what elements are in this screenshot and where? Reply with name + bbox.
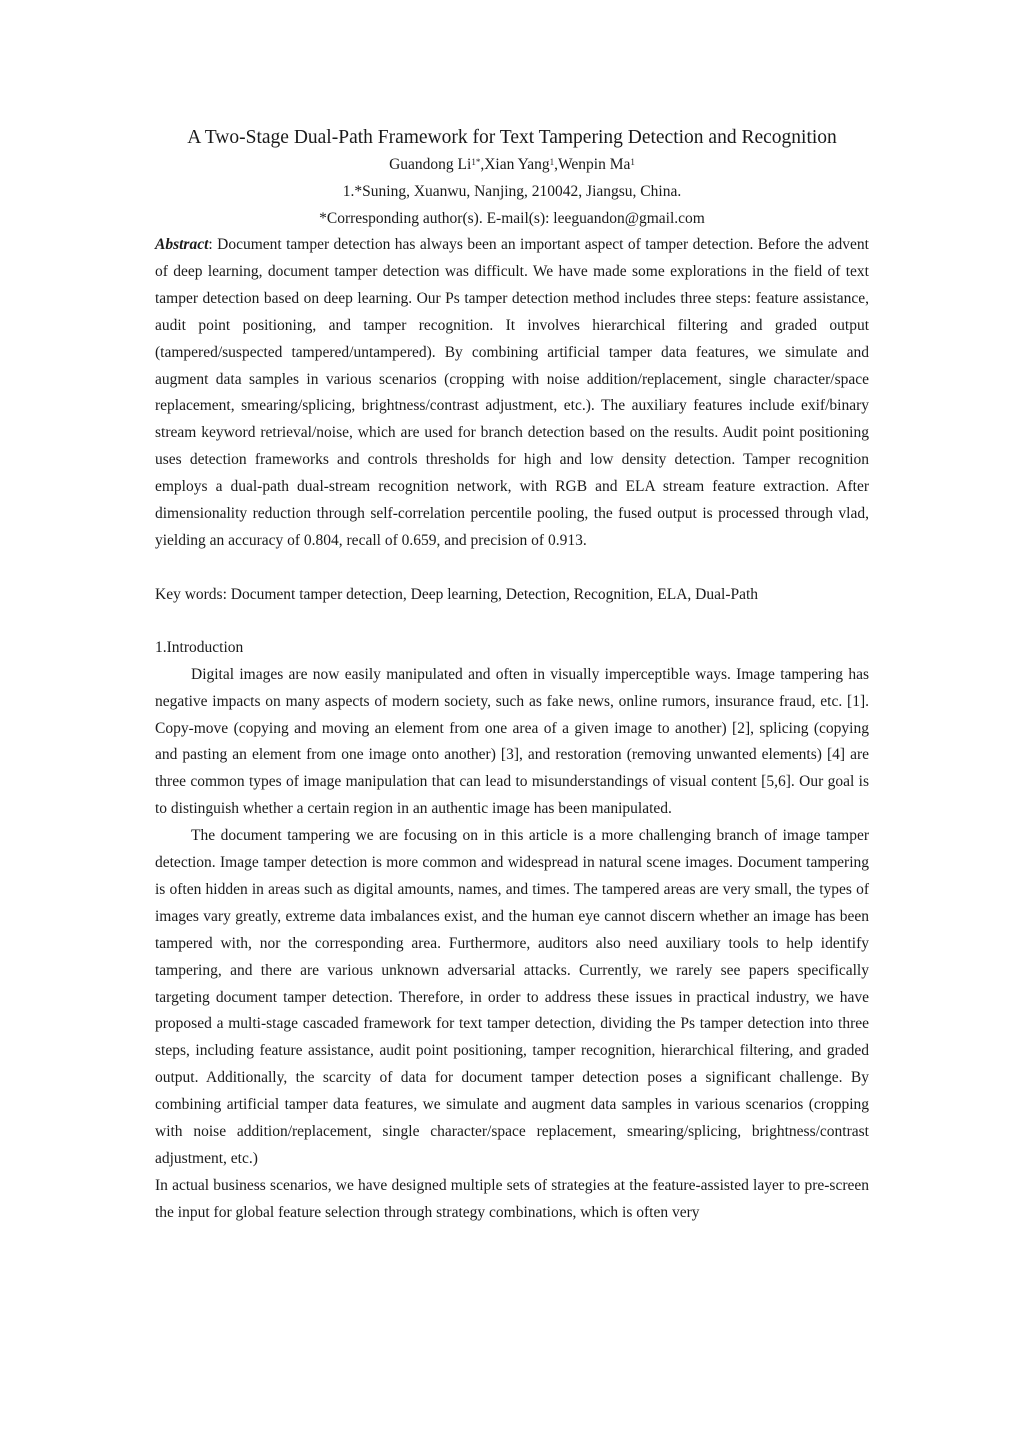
author-name: Xian Yang (484, 156, 550, 173)
author-separator: , (554, 156, 559, 173)
section-heading: 1.Introduction (155, 638, 244, 656)
author-superscript: 1* (471, 157, 481, 167)
correspondence: *Corresponding author(s). E-mail(s): leeguandon@gmail.com (319, 210, 705, 227)
author-separator: , (480, 156, 485, 173)
paper-title: A Two-Stage Dual-Path Framework for Text Tampering Detection and Recognition (187, 127, 837, 148)
body-paragraph: In actual business scenarios, we have designed multiple sets of strategies at the feature-assisted layer to pre-screen the input for global feature selection through strategy combinations, which is often very (155, 1176, 869, 1221)
author-name: Wenpin Ma (558, 156, 631, 173)
abstract-label: Abstract (155, 236, 209, 253)
author-list (155, 152, 869, 178)
author-name: Guandong Li (389, 156, 472, 173)
abstract-text: : Document tamper detection has always been an important aspect of tamper detection. Before the advent of deep learning, document tamper detection was difficult. We have made some explorations in the field of text tamper detection based on deep learning. Our Ps tamper detection method includes three steps: feature assistance, audit point positioning, and tamper recognition. It involves hierarchical filtering and graded output (tampered/suspected tampered/untampered). By combining artificial tamper data features, we simulate and augment data samples in various scenarios (cropping with noise addition/replacement, single character/space replacement, smearing/splicing, brightness/contrast adjustment, etc.). The auxiliary features include exif/binary stream keyword retrieval/noise, which are used for branch detection based on the results. Audit point positioning uses detection frameworks and controls thresholds for high and low density detection. Tamper recognition employs a dual-path dual-stream recognition network, with RGB and ELA stream feature extraction. After dimensionality reduction through self-correlation percentile pooling, the fused output is processed through vlad, yielding an accuracy of 0.804, recall of 0.659, and precision of 0.913. (155, 236, 869, 549)
body-paragraph: Digital images are now easily manipulated and often in visually imperceptible ways. Image tampering has negative impacts on many aspects of modern society, such as fake news, online rumors, insurance fraud, etc. [1]. Copy-move (copying and moving an element from one area of a given image to another) [2], splicing (copying and pasting an element from one image onto another) [3], and restoration (removing unwanted elements) [4] are three common types of image manipulation that can lead to misunderstandings of visual content [5,6]. Our goal is to distinguish whether a certain region in an authentic image has been manipulated. (155, 665, 869, 818)
affiliation: 1.*Suning, Xuanwu, Nanjing, 210042, Jiangsu, China. (342, 183, 682, 200)
paper-page (155, 124, 869, 1227)
author-superscript: 1 (549, 157, 555, 167)
keywords: Key words: Document tamper detection, Deep learning, Detection, Recognition, ELA, Dual-Path (155, 585, 759, 603)
abstract (155, 232, 869, 555)
body-paragraph: The document tampering we are focusing on in this article is a more challenging branch of image tamper detection. Image tamper detection is more common and widespread in natural scene images. Document tampering is often hidden in areas such as digital amounts, names, and times. The tampered areas are very small, the types of images vary greatly, extreme data imbalances exist, and the human eye cannot discern whether an image has been tampered with, nor the corresponding area. Furthermore, auditors also need auxiliary tools to help identify tampering, and there are various unknown adversarial attacks. Currently, we rarely see papers specifically targeting document tamper detection. Therefore, in order to address these issues in practical industry, we have proposed a multi-stage cascaded framework for text tamper detection, dividing the Ps tamper detection into three steps, including feature assistance, audit point positioning, tamper recognition, hierarchical filtering, and graded output. Additionally, the scarcity of data for document tamper detection poses a significant challenge. By combining artificial tamper data features, we simulate and augment data samples in various scenarios (cropping with noise addition/replacement, single character/space replacement, smearing/splicing, brightness/contrast adjustment, etc.) (155, 827, 869, 1167)
author-superscript: 1 (630, 157, 635, 167)
